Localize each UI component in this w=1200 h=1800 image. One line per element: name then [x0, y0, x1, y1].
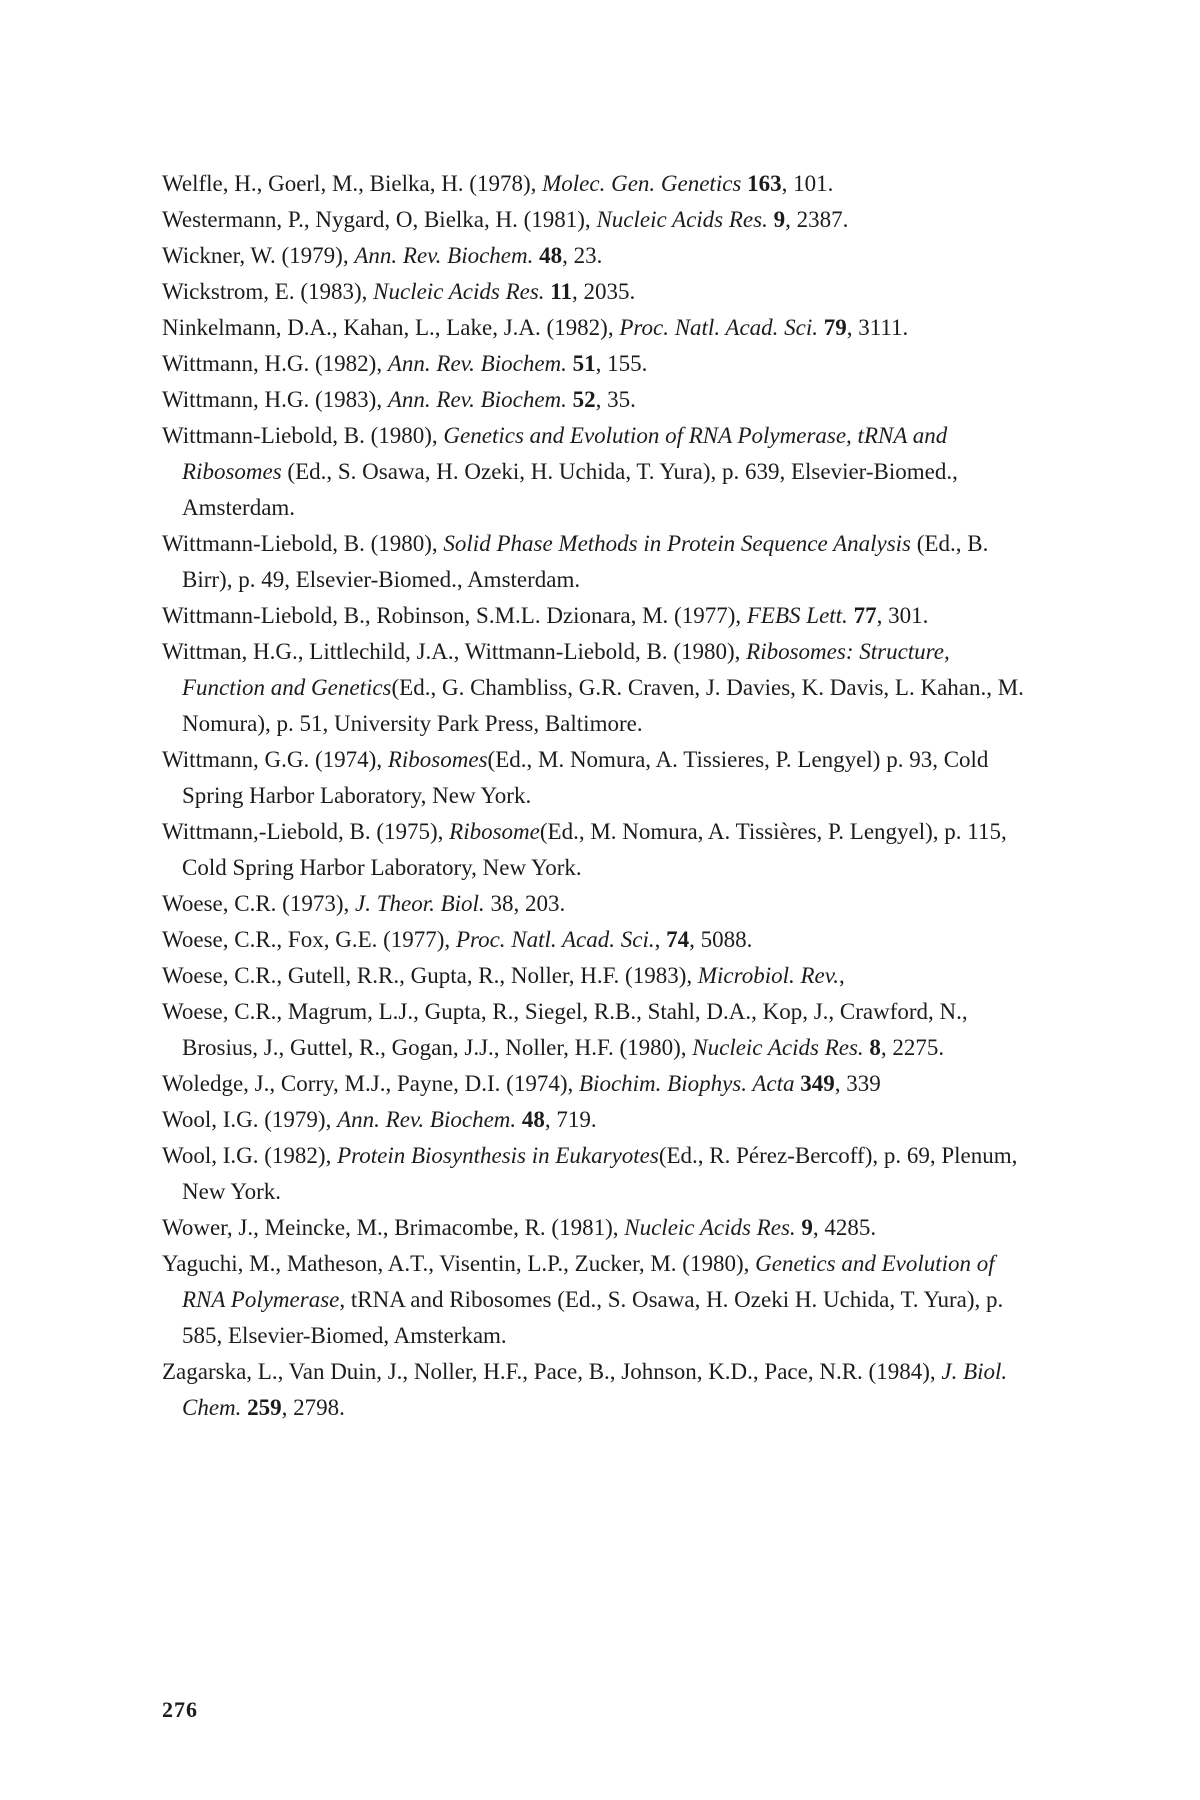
reference-text: Wittmann, H.G. (1982), — [162, 351, 388, 376]
reference-entry — [162, 310, 1032, 346]
reference-text: J. Theor. Biol. — [354, 891, 485, 916]
reference-text: Wittmann-Liebold, B., Robinson, S.M.L. Dzionara, M. (1977), — [162, 603, 747, 628]
reference-text: Woese, C.R., Gutell, R.R., Gupta, R., Noller, H.F. (1983), — [162, 963, 698, 988]
reference-entry — [162, 418, 1032, 526]
reference-text: , 5088. — [689, 927, 753, 952]
reference-text: 48 — [516, 1107, 545, 1132]
reference-text: 48 — [533, 243, 563, 268]
reference-text: Nucleic Acids Res. — [624, 1215, 796, 1240]
reference-entry — [162, 922, 1032, 958]
reference-text: 349 — [794, 1071, 835, 1096]
reference-text: 8 — [863, 1035, 881, 1060]
reference-entry — [162, 1246, 1032, 1354]
reference-text: Westermann, P., Nygard, O, Bielka, H. (1981), — [162, 207, 597, 232]
reference-text: , 4285. — [812, 1215, 877, 1240]
reference-text: 9 — [795, 1215, 813, 1240]
page-number: 276 — [162, 1697, 198, 1722]
reference-text: Ribosomes — [387, 747, 488, 772]
reference-entry — [162, 166, 1032, 202]
reference-text: Proc. Natl. Acad. Sci. — [619, 315, 819, 340]
reference-text: Genetics and Evolution of RNA Polymerase, tRNA and Ribosomes — [182, 423, 948, 484]
reference-entry — [162, 634, 1032, 742]
reference-text: Ribosomes: Structure, Function and Genetics — [182, 639, 950, 700]
reference-text: Nucleic Acids Res. — [373, 279, 545, 304]
reference-text: , 719. — [544, 1107, 597, 1132]
reference-text: Wittmann-Liebold, B. (1980), — [162, 531, 444, 556]
reference-text: Woese, C.R. (1973), — [162, 891, 355, 916]
reference-text: Ann. Rev. Biochem. — [387, 387, 567, 412]
reference-text: (Ed., B. Birr), p. 49, Elsevier-Biomed., Amsterdam. — [182, 531, 989, 592]
reference-entry — [162, 346, 1032, 382]
reference-text: (Ed., G. Chambliss, G.R. Craven, J. Davies, K. Davis, L. Kahan., M. Nomura), p. 51, University Park Press, Baltimore. — [182, 675, 1024, 736]
reference-text: 163 — [741, 171, 782, 196]
reference-text: 51 — [566, 351, 596, 376]
reference-text: Proc. Natl. Acad. Sci. — [455, 927, 655, 952]
reference-text: Wittmann,-Liebold, B. (1975), — [162, 819, 450, 844]
reference-text: , 155. — [595, 351, 648, 376]
reference-text: Microbiol. Rev. — [697, 963, 840, 988]
reference-text: (Ed., S. Osawa, H. Ozeki, H. Uchida, T. Yura), p. 639, Elsevier-Biomed., Amsterdam. — [182, 459, 958, 520]
reference-entry — [162, 742, 1032, 814]
reference-entry — [162, 1102, 1032, 1138]
reference-entry — [162, 382, 1032, 418]
reference-entry — [162, 202, 1032, 238]
reference-text: Nucleic Acids Res. — [692, 1035, 864, 1060]
reference-text: Ninkelmann, D.A., Kahan, L., Lake, J.A. (1982), — [162, 315, 620, 340]
reference-entry — [162, 958, 1032, 994]
reference-entry — [162, 1210, 1032, 1246]
reference-text: Wool, I.G. (1979), — [162, 1107, 338, 1132]
reference-text: Welfle, H., Goerl, M., Bielka, H. (1978), — [162, 171, 543, 196]
reference-text: Molec. Gen. Genetics — [542, 171, 742, 196]
reference-entry — [162, 238, 1032, 274]
reference-text: , 35. — [595, 387, 636, 412]
reference-entry — [162, 1138, 1032, 1210]
reference-text: FEBS Lett. — [746, 603, 848, 628]
reference-text: Wittmann, G.G. (1974), — [162, 747, 388, 772]
reference-text: Wittmann-Liebold, B. (1980), — [162, 423, 444, 448]
reference-text: Nucleic Acids Res. — [596, 207, 768, 232]
reference-text: Wittman, H.G., Littlechild, J.A., Wittmann-Liebold, B. (1980), — [162, 639, 747, 664]
reference-text: , 3111. — [846, 315, 909, 340]
reference-text: Solid Phase Methods in Protein Sequence Analysis — [443, 531, 912, 556]
reference-text: Genetics and Evolution of RNA Polymerase, — [182, 1251, 995, 1312]
reference-text: , — [654, 927, 667, 952]
reference-entry — [162, 598, 1032, 634]
reference-text: Wittmann, H.G. (1983), — [162, 387, 388, 412]
reference-text: (Ed., R. Pérez-Bercoff), p. 69, Plenum, New York. — [182, 1143, 1018, 1204]
reference-text: 74 — [666, 927, 690, 952]
reference-text: Wool, I.G. (1982), — [162, 1143, 338, 1168]
reference-text: tRNA and Ribosomes (Ed., S. Osawa, H. Ozeki H. Uchida, T. Yura), p. 585, Elsevier-Biomed, Amsterkam. — [182, 1287, 1004, 1348]
reference-text: Wickstrom, E. (1983), — [162, 279, 374, 304]
reference-text: 38, 203. — [484, 891, 566, 916]
reference-text: Wickner, W. (1979), — [162, 243, 355, 268]
reference-text: Ann. Rev. Biochem. — [354, 243, 534, 268]
reference-text: 9 — [767, 207, 786, 232]
reference-entry — [162, 994, 1032, 1066]
reference-text: J. Biol. Chem. — [182, 1359, 1008, 1420]
reference-text: Ann. Rev. Biochem. — [387, 351, 567, 376]
reference-text: Woledge, J., Corry, M.J., Payne, D.I. (1974), — [162, 1071, 579, 1096]
reference-text: Woese, C.R., Magrum, L.J., Gupta, R., Siegel, R.B., Stahl, D.A., Kop, J., Crawford, N., Brosius, J., Guttel, R., Gogan, J.J., Noller, H.F. (1980), — [162, 999, 968, 1060]
reference-text: , 301. — [876, 603, 929, 628]
reference-entry — [162, 274, 1032, 310]
reference-text: Woese, C.R., Fox, G.E. (1977), — [162, 927, 456, 952]
reference-text: 11 — [544, 279, 573, 304]
reference-text: (Ed., M. Nomura, A. Tissieres, P. Lengyel) p. 93, Cold Spring Harbor Laboratory, New York. — [182, 747, 989, 808]
reference-entry — [162, 526, 1032, 598]
reference-text: , 2387. — [785, 207, 849, 232]
reference-text: , 23. — [562, 243, 603, 268]
reference-list — [162, 166, 1032, 1426]
reference-text: Wower, J., Meincke, M., Brimacombe, R. (1981), — [162, 1215, 625, 1240]
reference-text: Ribosome — [449, 819, 540, 844]
reference-entry — [162, 1066, 1032, 1102]
reference-text: Zagarska, L., Van Duin, J., Noller, H.F., Pace, B., Johnson, K.D., Pace, N.R. (1984), — [162, 1359, 942, 1384]
reference-text: , 2798. — [281, 1395, 345, 1420]
reference-text: , 101. — [781, 171, 834, 196]
reference-text: , 2275. — [880, 1035, 945, 1060]
reference-text: 79 — [818, 315, 847, 340]
reference-entry — [162, 814, 1032, 886]
reference-text: , 339 — [834, 1071, 881, 1096]
reference-text: , — [839, 963, 845, 988]
reference-text: 77 — [847, 603, 877, 628]
reference-text: (Ed., M. Nomura, A. Tissières, P. Lengyel), p. 115, Cold Spring Harbor Laboratory, New York. — [182, 819, 1007, 880]
reference-text: Protein Biosynthesis in Eukaryotes — [337, 1143, 659, 1168]
reference-text: Yaguchi, M., Matheson, A.T., Visentin, L.P., Zucker, M. (1980), — [162, 1251, 756, 1276]
reference-text: Biochim. Biophys. Acta — [579, 1071, 795, 1096]
reference-entry — [162, 1354, 1032, 1426]
reference-text: Ann. Rev. Biochem. — [337, 1107, 517, 1132]
reference-text: 52 — [566, 387, 596, 412]
reference-entry — [162, 886, 1032, 922]
reference-text: , 2035. — [572, 279, 636, 304]
reference-text: 259 — [241, 1395, 282, 1420]
